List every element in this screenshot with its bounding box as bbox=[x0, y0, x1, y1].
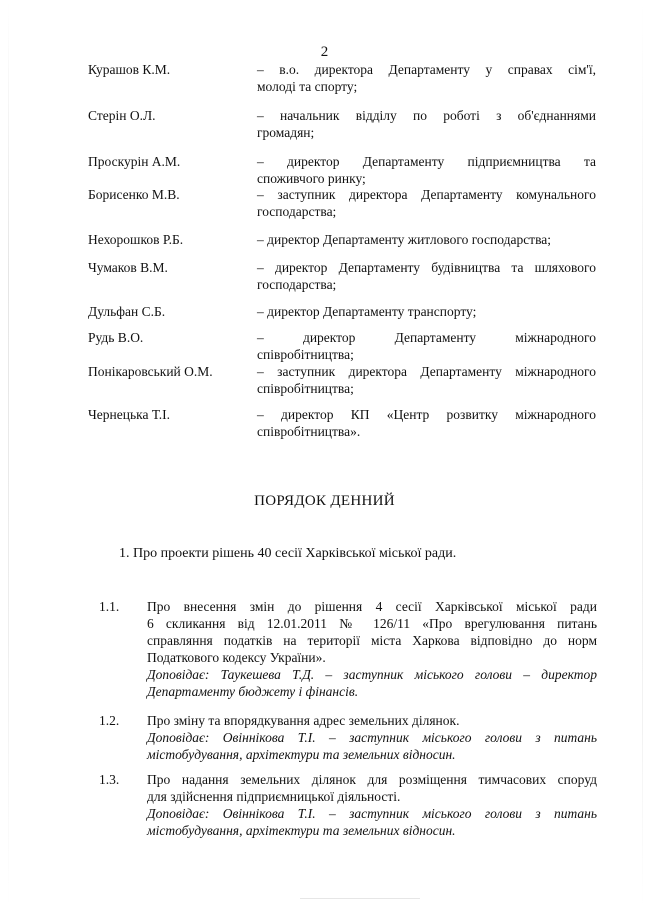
role-line: – директор КП «Центр розвитку міжнародного bbox=[257, 407, 596, 422]
attendee-name: Понікаровський О.М. bbox=[88, 364, 213, 379]
speaker-line: Доповідає: Овіннікова Т.І. – заступник міського голови з питань bbox=[147, 806, 597, 821]
speaker-line: Доповідає: Овіннікова Т.І. – заступник міського голови з питань bbox=[147, 730, 597, 745]
role-line: молоді та спорту; bbox=[257, 79, 358, 94]
attendee-name: Рудь В.О. bbox=[88, 330, 144, 345]
attendee-role bbox=[257, 259, 596, 293]
sub-item-body bbox=[147, 712, 597, 763]
sub-item-text: для здійснення підприємницької діяльності. bbox=[147, 789, 401, 804]
attendee-name: Курашов К.М. bbox=[88, 62, 171, 77]
speaker-line: містобудування, архітектури та земельних відносин. bbox=[147, 823, 456, 838]
sub-item-number: 1.3. bbox=[99, 772, 120, 787]
speaker-line: містобудування, архітектури та земельних відносин. bbox=[147, 747, 456, 762]
attendee-role bbox=[257, 231, 596, 248]
role-line: – заступник директора Департаменту міжнародного bbox=[257, 364, 596, 379]
role-line: – начальник відділу по роботі з об'єднаннями bbox=[257, 108, 596, 123]
role-line: – директор Департаменту міжнародного bbox=[257, 330, 596, 345]
attendee-role bbox=[257, 61, 596, 95]
role-line: співробітництва; bbox=[257, 347, 354, 362]
role-line: – директор Департаменту будівництва та шляхового bbox=[257, 260, 596, 275]
speaker-line: Доповідає: Таукешева Т.Д. – заступник міського голови – директор bbox=[147, 667, 597, 682]
attendee-role bbox=[257, 329, 596, 363]
speaker-line: Департаменту бюджету і фінансів. bbox=[147, 684, 359, 699]
attendee-name: Чумаков В.М. bbox=[88, 260, 168, 275]
sub-item-text: Про надання земельних ділянок для розміщення тимчасових споруд bbox=[147, 772, 597, 787]
role-line: споживчого ринку; bbox=[257, 171, 366, 186]
agenda-title: ПОРЯДОК ДЕННИЙ bbox=[254, 493, 395, 509]
attendee-role bbox=[257, 303, 596, 320]
sub-item-text: Про внесення змін до рішення 4 сесії Харківської міської ради bbox=[147, 599, 597, 614]
sub-item-text: Податкового кодексу України». bbox=[147, 650, 326, 665]
sub-item-text: справляння податків на території міста Харкова відповідно до норм bbox=[147, 633, 597, 648]
attendee-name: Чернецька Т.І. bbox=[88, 407, 170, 422]
attendee-name: Стерін О.Л. bbox=[88, 108, 156, 123]
scan-edge-left bbox=[8, 0, 9, 908]
agenda-main-item: 1. Про проекти рішень 40 сесії Харківської міської ради. bbox=[119, 546, 457, 561]
attendee-name: Борисенко М.В. bbox=[88, 187, 180, 202]
role-line: громадян; bbox=[257, 125, 315, 140]
sub-item-text: Про зміну та впорядкування адрес земельних ділянок. bbox=[147, 713, 460, 728]
sub-item-number: 1.2. bbox=[99, 713, 120, 728]
role-line: – директор Департаменту житлового господарства; bbox=[257, 232, 552, 247]
attendee-role bbox=[257, 406, 596, 440]
attendee-name: Проскурін А.М. bbox=[88, 154, 181, 169]
role-line: співробітництва; bbox=[257, 381, 354, 396]
role-line: – заступник директора Департаменту комунального bbox=[257, 187, 596, 202]
attendee-role bbox=[257, 107, 596, 141]
role-line: господарства; bbox=[257, 204, 337, 219]
role-line: господарства; bbox=[257, 277, 337, 292]
attendee-name: Дульфан С.Б. bbox=[88, 304, 166, 319]
scan-noise bbox=[300, 898, 420, 899]
sub-item-body bbox=[147, 598, 597, 700]
sub-item-body bbox=[147, 771, 597, 839]
attendee-role bbox=[257, 363, 596, 397]
page-number: 2 bbox=[320, 44, 329, 60]
attendee-role bbox=[257, 186, 596, 220]
role-line: – в.о. директора Департаменту у справах сім'ї, bbox=[257, 62, 596, 77]
attendee-role bbox=[257, 153, 596, 187]
role-line: – директор Департаменту транспорту; bbox=[257, 304, 477, 319]
scan-edge-right bbox=[642, 0, 643, 908]
sub-item-text: 6 скликання від 12.01.2011 № 126/11 «Про врегулювання питань bbox=[147, 616, 597, 631]
attendee-name: Нехорошков Р.Б. bbox=[88, 232, 184, 247]
role-line: – директор Департаменту підприємництва та bbox=[257, 154, 596, 169]
sub-item-number: 1.1. bbox=[99, 599, 120, 614]
role-line: співробітництва». bbox=[257, 424, 361, 439]
